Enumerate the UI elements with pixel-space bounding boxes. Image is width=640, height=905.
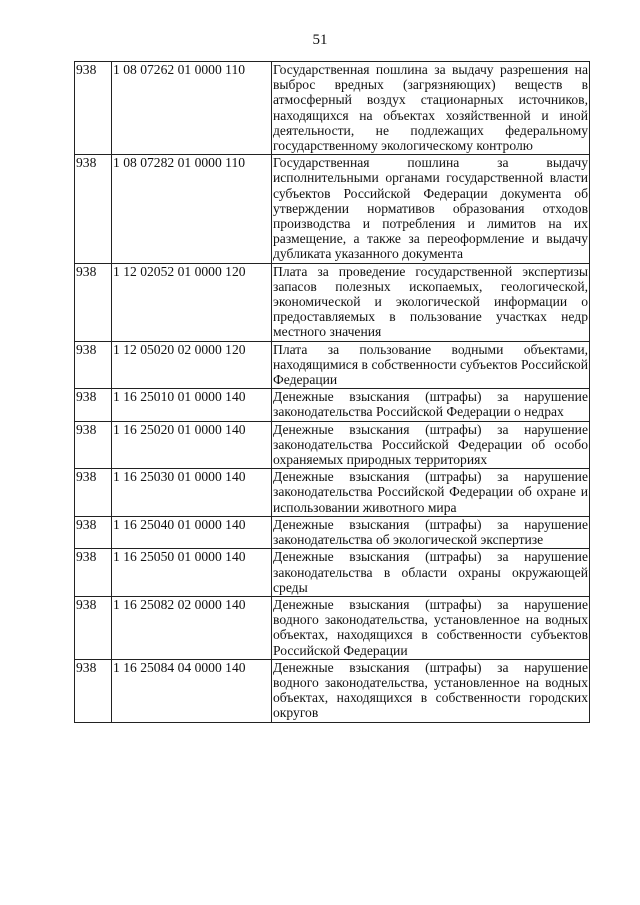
table-row (75, 62, 590, 155)
admin-code-cell: 938 (75, 263, 112, 341)
revenue-name-cell: Денежные взыскания (штрафы) за нарушение законодательства в области охраны окружающей среды (273, 549, 588, 595)
revenue-name-cell: Плата за пользование водными объектами, находящимися в собственности субъектов Российской Федерации (273, 341, 588, 388)
revenue-name-cell: Плата за проведение государственной экспертизы запасов полезных ископаемых, геологической, экономической и экологической информации о предоставляемых в пользование участках недр местного значения (273, 263, 588, 340)
revenue-code-cell: 1 16 25020 01 0000 140 (112, 421, 272, 469)
revenue-code-cell: 1 08 07282 01 0000 110 (112, 155, 272, 263)
admin-code-cell: 938 (75, 516, 112, 548)
admin-code-cell: 938 (75, 341, 112, 389)
table-row (75, 549, 590, 597)
revenue-code-cell: 1 16 25082 02 0000 140 (112, 596, 272, 659)
admin-code-cell: 938 (75, 389, 112, 421)
table-row (75, 263, 590, 341)
revenue-code-cell: 1 08 07262 01 0000 110 (112, 62, 272, 155)
revenue-name-cell: Денежные взыскания (штрафы) за нарушение законодательства об экологической экспертизе (273, 516, 588, 548)
table-row (75, 421, 590, 469)
revenue-name-cell: Денежные взыскания (штрафы) за нарушение законодательства Российской Федерации о недрах (273, 389, 588, 420)
revenue-code-cell: 1 16 25040 01 0000 140 (112, 516, 272, 548)
revenue-name-cell: Денежные взыскания (штрафы) за нарушение законодательства Российской Федерации об особо охраняемых природных территориях (273, 421, 588, 468)
admin-code-cell: 938 (75, 421, 112, 469)
revenue-code-cell: 1 16 25050 01 0000 140 (112, 549, 272, 597)
table-row (75, 596, 590, 659)
revenue-code-cell: 1 12 05020 02 0000 120 (112, 341, 272, 389)
revenue-name-cell: Государственная пошлина за выдачу разрешения на выброс вредных (загрязняющих) веществ в атмосферный воздух стационарных источников, находящихся на объектах хозяйственной и иной деятельности, не подлежащих федеральному государственному экологическому контролю (273, 62, 588, 154)
table-row (75, 659, 590, 722)
revenue-name-cell: Государственная пошлина за выдачу исполнительными органами государственной власти субъектов Российской Федерации документа об утверждении нормативов образования отходов производства и потребления и лимитов на их размещение, а также за переоформление и выдачу дубликата указанного документа (273, 155, 588, 262)
admin-code-cell: 938 (75, 596, 112, 659)
table-row (75, 389, 590, 421)
revenue-name-cell: Денежные взыскания (штрафы) за нарушение водного законодательства, установленное на водных объектах, находящихся в собственности субъектов Российской Федерации (273, 596, 588, 658)
revenue-name-cell: Денежные взыскания (штрафы) за нарушение водного законодательства, установленное на водных объектах, находящихся в собственности городских округов (273, 659, 588, 721)
admin-code-cell: 938 (75, 62, 112, 155)
admin-code-cell: 938 (75, 155, 112, 263)
revenue-code-cell: 1 16 25010 01 0000 140 (112, 389, 272, 421)
table-row (75, 469, 590, 517)
admin-code-cell: 938 (75, 659, 112, 722)
table-row (75, 155, 590, 263)
table-row (75, 341, 590, 389)
revenue-name-cell: Денежные взыскания (штрафы) за нарушение законодательства Российской Федерации об охране и использовании животного мира (273, 469, 588, 515)
admin-code-cell: 938 (75, 549, 112, 597)
table-row (75, 516, 590, 548)
admin-code-cell: 938 (75, 469, 112, 517)
revenue-code-cell: 1 16 25084 04 0000 140 (112, 659, 272, 722)
revenue-code-cell: 1 12 02052 01 0000 120 (112, 263, 272, 341)
revenue-code-cell: 1 16 25030 01 0000 140 (112, 469, 272, 517)
budget-codes-table (74, 61, 590, 723)
page-number: 51 (312, 32, 328, 48)
